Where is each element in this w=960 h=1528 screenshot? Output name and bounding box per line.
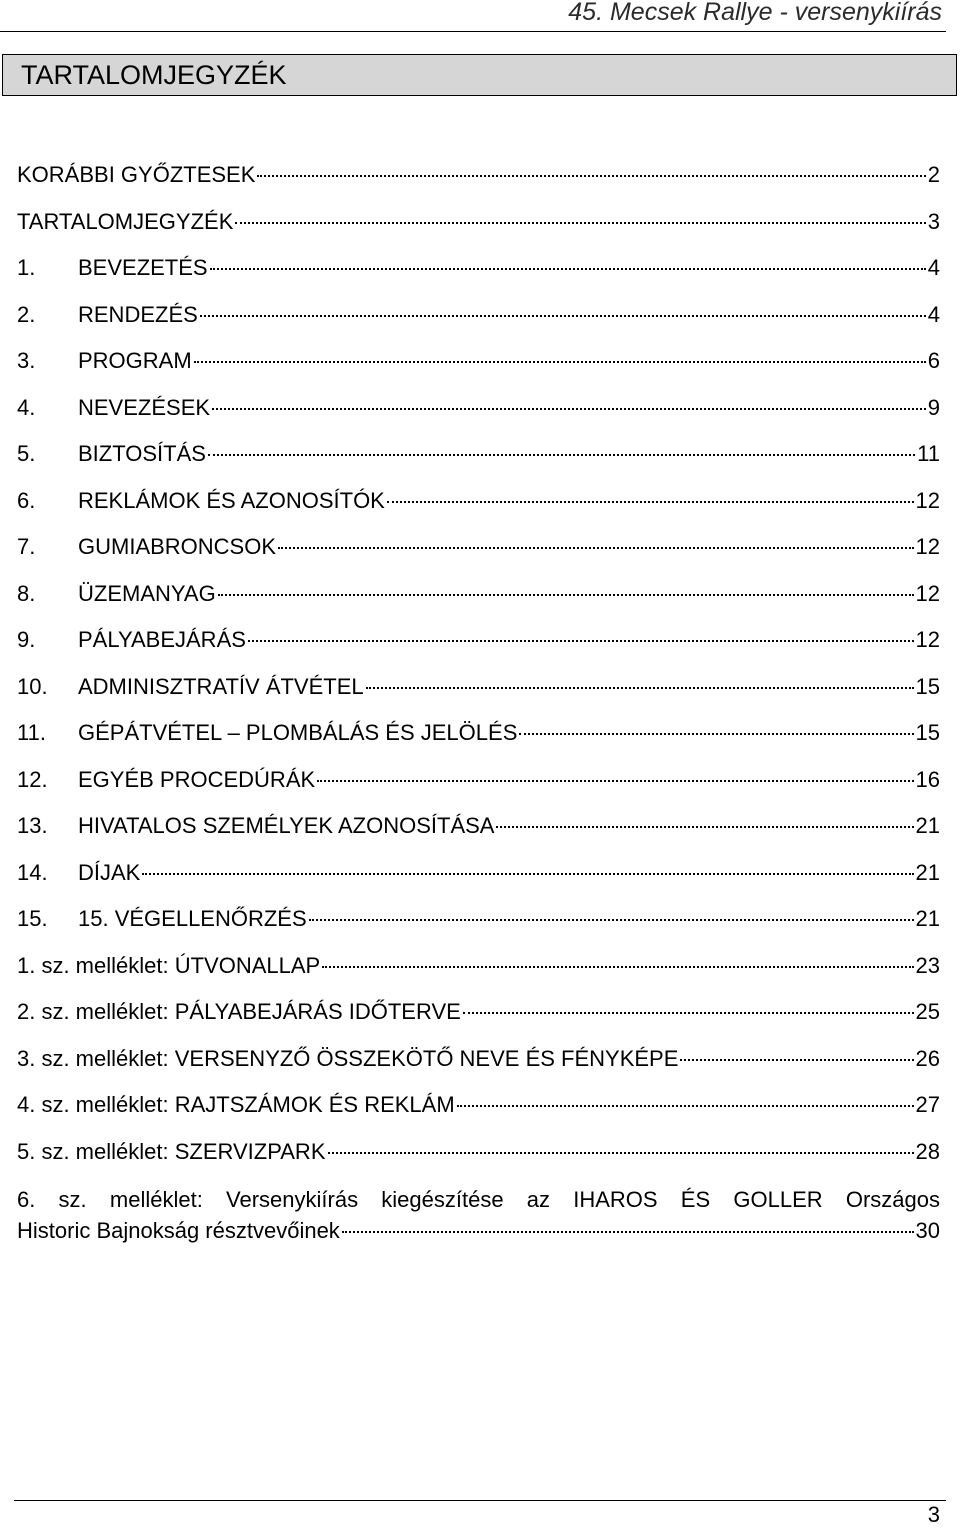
toc-entry-page: 12 [915,580,940,606]
toc-entry-page: 2 [927,162,940,187]
toc-entry-page: 12 [915,487,940,513]
toc-entry-title: BEVEZETÉS [78,255,208,280]
toc-entry[interactable] [17,626,940,673]
toc-entry-title: 5. sz. melléklet: SZERVIZPARK [17,1138,326,1164]
toc-dot-leader [322,965,913,968]
toc-entry-number: 1. [17,255,36,280]
toc-entry-title: GUMIABRONCSOK [78,534,277,559]
toc-entry-title: DÍJAK [78,859,141,885]
toc-entry-number: 9. [17,627,36,652]
toc-entry-number: 2. [17,301,36,327]
toc-entry-title: GÉPÁTVÉTEL – PLOMBÁLÁS ÉS JELÖLÉS [78,720,518,745]
header-divider [0,31,946,32]
toc-entry[interactable] [17,905,940,952]
toc-entry-title: REKLÁMOK ÉS AZONOSÍTÓK [78,487,385,513]
toc-dot-leader [387,500,914,503]
toc-dot-leader [519,732,913,735]
toc-entry[interactable] [17,1091,940,1138]
toc-dot-leader [248,639,914,642]
toc-entry[interactable] [17,1138,940,1185]
page-number: 3 [927,1502,940,1527]
toc-dot-leader [200,314,926,317]
document-header-title: 45. Mecsek Rallye - versenykiírás [568,0,942,26]
toc-entry-page: 23 [915,952,940,978]
toc-entry-page: 21 [915,859,940,885]
toc-entry-title: 3. sz. melléklet: VERSENYZŐ ÖSSZEKÖTŐ NEVE ÉS FÉNYKÉPE [17,1045,679,1071]
toc-entry[interactable] [17,998,940,1045]
toc-entry[interactable] [17,161,940,208]
toc-dot-leader [218,593,914,596]
toc-entry-title: TARTALOMJEGYZÉK [17,208,234,234]
toc-entry-page: 6 [927,348,940,373]
toc-entry[interactable] [17,533,940,580]
toc-entry-number: 4. [17,394,36,420]
toc-dot-leader [257,174,925,177]
toc-entry-page: 4 [927,255,940,280]
toc-entry[interactable] [17,347,940,394]
toc-entry-title: KORÁBBI GYŐZTESEK [17,162,256,187]
toc-heading-box [2,54,957,96]
toc-entry-number: 13. [17,813,48,838]
toc-entry-number: 8. [17,580,36,606]
toc-entry-page: 11 [917,441,940,466]
toc-dot-leader [463,1011,914,1014]
toc-entry[interactable] [17,580,940,627]
toc-entry-multiline[interactable] [17,1184,940,1246]
toc-entry-number: 15. [17,906,48,931]
toc-entry-page: 9 [927,394,940,420]
toc-dot-leader [317,779,913,782]
footer-divider [14,1500,946,1501]
toc-entry-page: 12 [915,627,940,652]
toc-dot-leader [328,1151,914,1154]
toc-entry-page: 21 [915,813,940,838]
toc-entry-title: NEVEZÉSEK [78,394,211,420]
toc-entry-number: 11. [17,720,46,745]
toc-entry-title-line2: Historic Bajnokság résztvevőinek [17,1218,340,1243]
toc-entry-number: 7. [17,534,36,559]
toc-entry-page: 28 [915,1138,940,1164]
toc-entry-title: ÜZEMANYAG [78,580,216,606]
toc-entry-title: HIVATALOS SZEMÉLYEK AZONOSÍTÁSA [78,813,495,838]
toc-entry-number: 5. [17,441,36,466]
toc-heading: TARTALOMJEGYZÉK [21,60,287,90]
toc-entry-number: 10. [17,673,48,699]
toc-entry-number: 14. [17,859,48,885]
toc-entry-page: 15 [915,673,940,699]
toc-entry-title-line1: 6. sz. melléklet: Versenykiírás kiegészítése az IHAROS ÉS GOLLER Országos [17,1187,940,1212]
toc-dot-leader [208,453,915,456]
toc-entry[interactable] [17,394,940,441]
toc-dot-leader [194,360,926,363]
toc-dot-leader [235,221,925,224]
toc-list [17,161,940,1246]
toc-dot-leader [457,1104,914,1107]
toc-dot-leader [212,407,926,410]
toc-entry-page: 27 [915,1092,940,1117]
toc-entry-title: ADMINISZTRATÍV ÁTVÉTEL [78,673,364,699]
toc-entry[interactable] [17,952,940,999]
toc-dot-leader [496,825,913,828]
toc-entry[interactable] [17,440,940,487]
toc-dot-leader [680,1058,913,1061]
toc-entry-title: 4. sz. melléklet: RAJTSZÁMOK ÉS REKLÁM [17,1092,455,1117]
toc-entry-number: 3. [17,348,36,373]
toc-dot-leader [210,267,926,270]
toc-dot-leader [278,546,913,549]
toc-entry[interactable] [17,254,940,301]
toc-dot-leader [366,686,914,689]
toc-entry-page: 30 [915,1218,940,1243]
toc-entry[interactable] [17,487,940,534]
toc-entry-title: 2. sz. melléklet: PÁLYABEJÁRÁS IDŐTERVE [17,999,461,1024]
toc-dot-leader [142,872,913,875]
toc-entry[interactable] [17,719,940,766]
toc-entry[interactable] [17,208,940,255]
toc-dot-leader [342,1230,914,1233]
toc-entry-page: 4 [927,301,940,327]
toc-entry-page: 26 [915,1045,940,1071]
toc-entry-title: 15. VÉGELLENŐRZÉS [78,906,307,931]
toc-entry-title: 1. sz. melléklet: ÚTVONALLAP [17,952,321,978]
toc-entry-page: 21 [915,906,940,931]
toc-entry-title: RENDEZÉS [78,301,198,327]
toc-entry-title: PROGRAM [78,348,192,373]
toc-entry[interactable] [17,766,940,813]
toc-entry-page: 16 [915,766,940,792]
toc-entry[interactable] [17,812,940,859]
toc-entry[interactable] [17,859,940,906]
toc-entry-title: EGYÉB PROCEDÚRÁK [78,766,316,792]
toc-entry-number: 12. [17,766,48,792]
toc-entry-line2 [17,1216,940,1246]
toc-entry-title: PÁLYABEJÁRÁS [78,627,246,652]
toc-entry[interactable] [17,301,940,348]
toc-dot-leader [309,918,914,921]
toc-entry-page: 12 [915,534,940,559]
toc-entry[interactable] [17,673,940,720]
toc-entry-page: 15 [915,720,940,745]
toc-entry-page: 3 [927,208,940,234]
toc-entry-title: BIZTOSÍTÁS [78,441,206,466]
toc-entry-number: 6. [17,487,36,513]
toc-entry-page: 25 [915,999,940,1024]
toc-entry[interactable] [17,1045,940,1092]
